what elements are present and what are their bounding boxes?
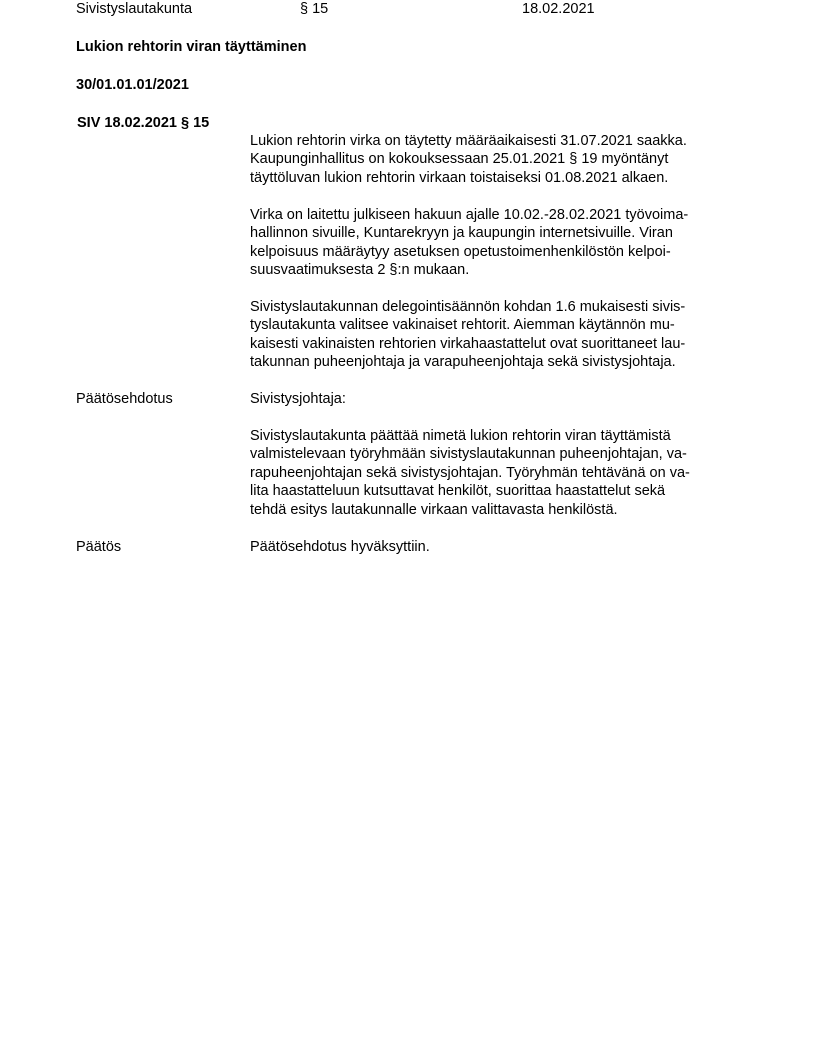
text-line: Kaupunginhallitus on kokouksessaan 25.01.2021 § 19 myöntänyt bbox=[250, 151, 669, 168]
text-line: tehdä esitys lautakunnalle virkaan valittavasta henkilöstä. bbox=[250, 501, 618, 518]
document-number: 30/01.01.01/2021 bbox=[76, 77, 189, 93]
text-line: Sivistysjohtaja: bbox=[250, 391, 346, 407]
text-line: takunnan puheenjohtaja ja varapuheenjohtaja sekä sivistysjohtaja. bbox=[250, 354, 676, 371]
text-line: Sivistyslautakunta päättää nimetä lukion rehtorin viran täyttämistä bbox=[250, 428, 671, 444]
header-section: § 15 bbox=[300, 1, 329, 17]
proposal-proposer bbox=[250, 390, 750, 408]
preparation-paragraph-1 bbox=[250, 132, 750, 187]
preparation-paragraph-2 bbox=[250, 206, 750, 280]
text-line: kaisesti vakinaisten rehtorien virkahaastattelut ovat suorittaneet lau- bbox=[250, 335, 686, 352]
text-line: suusvaatimuksesta 2 §:n mukaan. bbox=[250, 262, 470, 279]
meeting-reference: SIV 18.02.2021 § 15 bbox=[77, 115, 210, 131]
preparation-paragraph-3 bbox=[250, 298, 750, 372]
text-line: Virka on laitettu julkiseen hakuun ajalle 10.02.-28.02.2021 työvoima- bbox=[250, 207, 689, 223]
text-line: Lukion rehtorin virka on täytetty määräaikaisesti 31.07.2021 saakka. bbox=[250, 133, 687, 149]
header-date: 18.02.2021 bbox=[522, 1, 595, 17]
text-line: Sivistyslautakunnan delegointisäännön kohdan 1.6 mukaisesti sivis- bbox=[250, 299, 686, 315]
text-line: kelpoisuus määräytyy asetuksen opetustoimenhenkilöstön kelpoi- bbox=[250, 243, 671, 260]
text-line: lita haastatteluun kutsuttavat henkilöt, suorittaa haastattelut sekä bbox=[250, 483, 666, 500]
text-line: Päätösehdotus hyväksyttiin. bbox=[250, 539, 430, 555]
text-line: valmistelevaan työryhmään sivistyslautakunnan puheenjohtajan, va- bbox=[250, 446, 687, 463]
document-title: Lukion rehtorin viran täyttäminen bbox=[76, 39, 307, 55]
header-body-name: Sivistyslautakunta bbox=[76, 1, 193, 17]
proposal-text bbox=[250, 427, 750, 519]
text-line: tyslautakunta valitsee vakinaiset rehtorit. Aiemman käytännön mu- bbox=[250, 317, 675, 334]
proposal-label: Päätösehdotus bbox=[76, 391, 173, 407]
text-line: täyttöluvan lukion rehtorin virkaan toistaiseksi 01.08.2021 alkaen. bbox=[250, 169, 669, 186]
decision-text bbox=[250, 538, 750, 556]
text-line: rapuheenjohtajan sekä sivistysjohtajan. Työryhmän tehtävänä on va- bbox=[250, 464, 690, 481]
decision-label: Päätös bbox=[76, 539, 122, 555]
text-line: hallinnon sivuille, Kuntarekryyn ja kaupungin internetsivuille. Viran bbox=[250, 225, 673, 242]
